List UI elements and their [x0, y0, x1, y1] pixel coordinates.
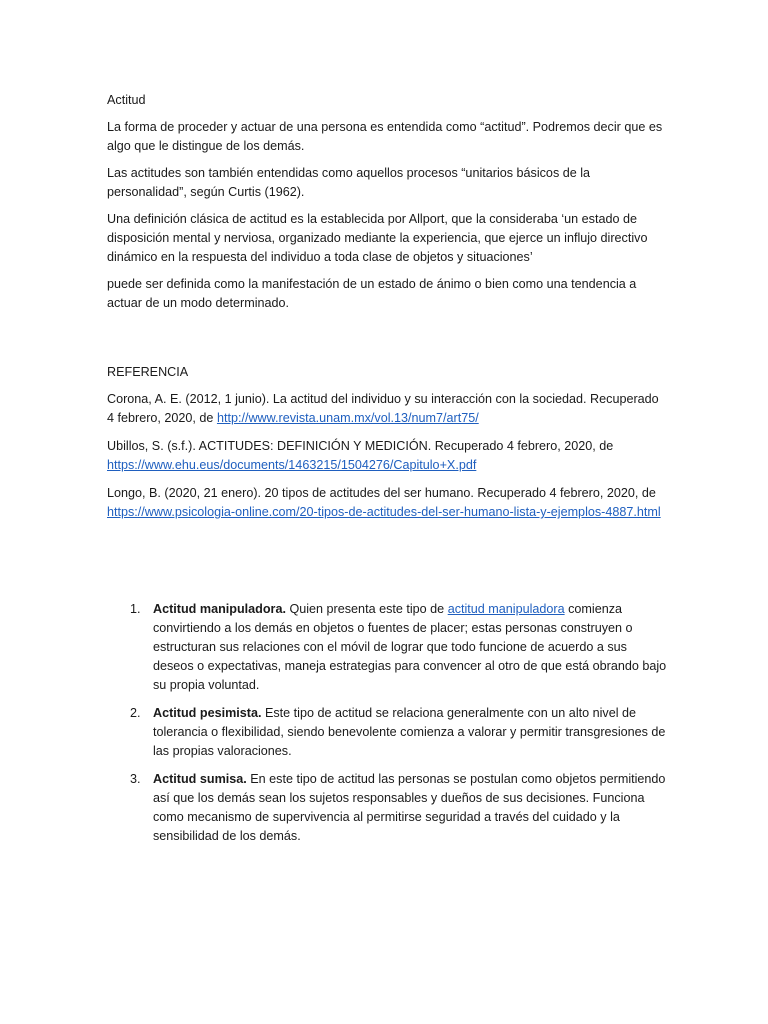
- type-text: Quien presenta este tipo de: [285, 602, 448, 616]
- paragraph-3: Una definición clásica de actitud es la establecida por Allport, que la consideraba ‘un estado de disposición mental y nerviosa, organizado mediante la experiencia, que ejerce un influjo directivo dinámico en la respuesta del individuo a toda clase de objetos y situaciones’: [107, 212, 648, 264]
- reference-1: [107, 390, 667, 428]
- reference-link[interactable]: https://www.psicologia-online.com/20-tipos-de-actitudes-del-ser-humano-lista-y-ejemplos-4887.html: [107, 505, 661, 519]
- references-title: REFERENCIA: [107, 365, 189, 379]
- reference-link[interactable]: http://www.revista.unam.mx/vol.13/num7/art75/: [216, 411, 479, 425]
- reference-3: [107, 484, 667, 522]
- list-number: 2.: [130, 706, 141, 720]
- type-name: Actitud pesimista.: [153, 706, 262, 720]
- reference-2: [107, 437, 667, 475]
- document-page: [107, 91, 667, 855]
- type-name: Actitud sumisa.: [153, 772, 247, 786]
- spacer: [107, 531, 667, 600]
- reference-text: Ubillos, S. (s.f.). ACTITUDES: DEFINICIÓN Y MEDICIÓN. Recuperado 4 febrero, 2020, de: [107, 439, 614, 453]
- attitude-types-list: [107, 600, 667, 846]
- list-item: [107, 770, 667, 846]
- reference-text: Longo, B. (2020, 21 enero). 20 tipos de actitudes del ser humano. Recuperado 4 febrero, 2020, de: [107, 486, 656, 500]
- list-item: [107, 600, 667, 695]
- document-title: Actitud: [107, 93, 146, 107]
- paragraph-2: Las actitudes son también entendidas como aquellos procesos “unitarios básicos de la personalidad”, según Curtis (1962).: [107, 166, 591, 199]
- list-item: [107, 704, 667, 761]
- type-name: Actitud manipuladora.: [153, 602, 286, 616]
- list-number: 1.: [130, 602, 141, 616]
- reference-text: Corona, A. E. (2012, 1 junio). La actitud del individuo y su interacción con la sociedad. Recuperado 4 febrero, 2020, de: [107, 392, 659, 425]
- reference-link[interactable]: https://www.ehu.eus/documents/1463215/1504276/Capitulo+X.pdf: [107, 458, 477, 472]
- type-link[interactable]: actitud manipuladora: [447, 602, 565, 616]
- spacer: [107, 321, 667, 363]
- type-text-cont: comienza convirtiendo a los demás en objetos o fuentes de placer; estas personas construyen o estructuran sus relaciones con el móvil de lograr que todo funcione de acuerdo a sus deseos o expectativas, maneja estrategias para convencer al otro de que está obrando bajo su propia voluntad.: [153, 602, 667, 692]
- paragraph-4: puede ser definida como la manifestación de un estado de ánimo o bien como una tendencia a actuar de un modo determinado.: [107, 277, 637, 310]
- list-number: 3.: [130, 772, 141, 786]
- type-text: En este tipo de actitud las personas se postulan como objetos permitiendo así que los demás sean los sujetos responsables y dueños de sus decisiones. Funciona como mecanismo de supervivencia al permitirse seguridad a través del cuidado y la sensibilidad de los demás.: [153, 772, 666, 843]
- type-text: Este tipo de actitud se relaciona generalmente con un alto nivel de tolerancia o flexibilidad, siendo benevolente comienza a valorar y permitir transgresiones de las propias valoraciones.: [153, 706, 666, 758]
- paragraph-1: La forma de proceder y actuar de una persona es entendida como “actitud”. Podremos decir que es algo que le distingue de los demás.: [107, 120, 663, 153]
